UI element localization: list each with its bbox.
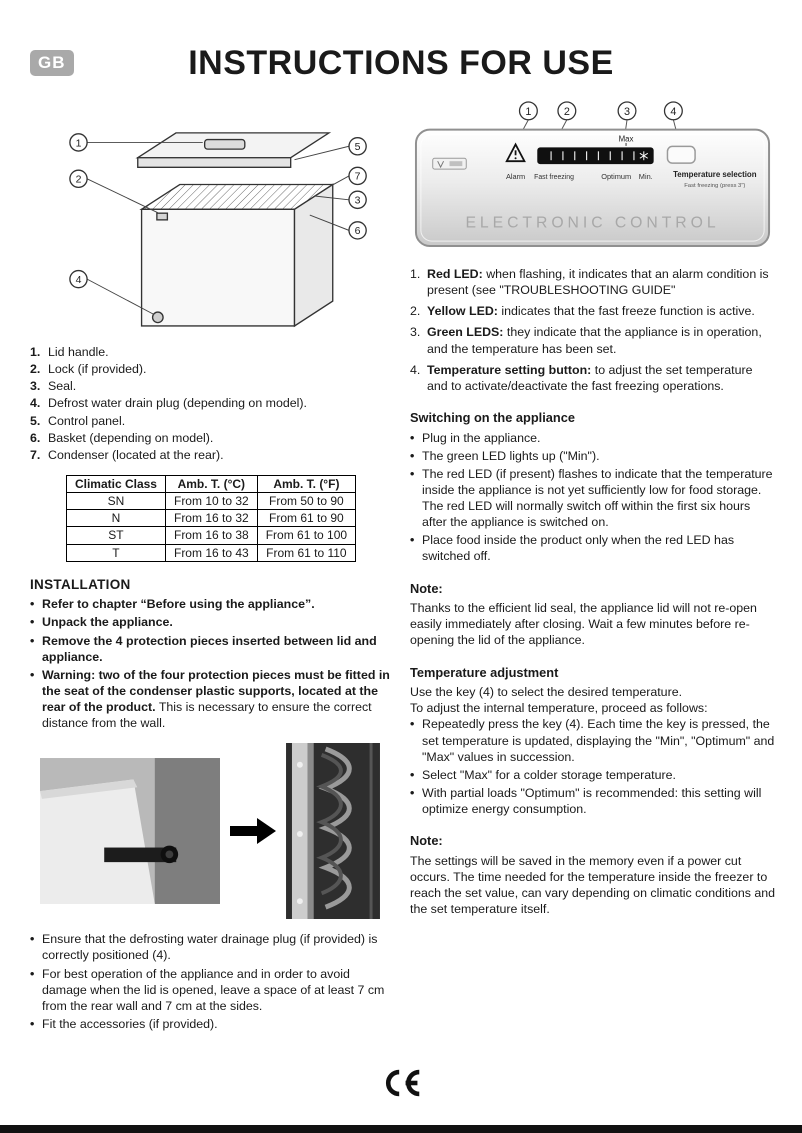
list-item (410, 448, 776, 464)
note-text: Thanks to the efficient lid seal, the appliance lid will not re-open easily immediately after closing. Wait a few minutes before re-opening the lid of the appliance. (410, 601, 757, 648)
item-text: Basket (depending on model). (48, 430, 214, 445)
max-label: Max (618, 134, 634, 144)
intro-text: Use the key (4) to select the desired temperature. (410, 685, 683, 700)
bullet-icon: • (410, 448, 415, 463)
table-cell: SN (66, 493, 165, 510)
bullet-text: The green LED lights up ("Min"). (422, 448, 600, 463)
ce-mark-icon (380, 1068, 422, 1098)
item-text: indicates that the fast freeze function is active. (501, 304, 755, 319)
optimum-label: Optimum (601, 171, 632, 181)
installation-photos (40, 743, 392, 919)
numbered-item (410, 303, 776, 319)
callout-number: 2 (75, 173, 82, 186)
bullet-icon: • (410, 785, 415, 800)
item-text: when flashing, it indicates that an alarm condition is present (see "TROUBLESHOOTING GUIDE" (427, 267, 769, 298)
section-heading: Switching on the appliance (410, 409, 575, 425)
table-header: Amb. T. (°C) (165, 475, 257, 492)
bullet-bold-text: Refer to chapter “Before using the appliance”. (42, 597, 315, 612)
photo-freezer-corner (40, 757, 220, 905)
callout-5 (349, 138, 366, 155)
drain-plug (153, 312, 164, 323)
list-item (30, 596, 392, 612)
temperature-adjustment-section (410, 665, 776, 818)
item-text: Control panel. (48, 413, 126, 428)
parts-list-item (30, 344, 392, 360)
item-number: 3. (30, 379, 41, 394)
list-item (30, 1016, 392, 1032)
panel-callout-4 (665, 102, 683, 120)
freezer-diagram (46, 96, 392, 338)
item-bold-text: Red LED: (427, 267, 483, 281)
bullet-icon: • (410, 533, 415, 548)
bullet-text: Place food inside the product only when the red LED has switched off. (422, 533, 735, 564)
callout-number: 4 (75, 273, 82, 286)
brand-logo (433, 158, 467, 169)
table-cell: ST (66, 527, 165, 544)
arrow-right-icon (230, 818, 276, 844)
bullet-text: For best operation of the appliance and in order to avoid damage when the lid is opened, leave a space of at least 7 cm from the rear wall and 7 cm at the sides. (42, 966, 385, 1013)
list-item (410, 785, 776, 817)
item-number: 6. (30, 430, 41, 445)
bullet-text: Ensure that the defrosting water drainage plug (if provided) is correctly positioned (4). (42, 932, 378, 963)
bottom-bar (0, 1125, 802, 1133)
lock (157, 213, 168, 220)
item-text: Condenser (located at the rear). (48, 447, 224, 462)
ce-mark-container (0, 1068, 802, 1103)
item-number: 1. (30, 345, 41, 359)
temperature-setting-button (667, 146, 695, 163)
table-cell: From 16 to 38 (165, 527, 257, 544)
table-cell: From 50 to 90 (257, 493, 355, 510)
item-text: Seal. (48, 379, 77, 394)
item-number: 7. (30, 447, 41, 462)
item-number: 5. (30, 413, 41, 428)
item-text: Defrost water drain plug (depending on model). (48, 396, 307, 411)
bullet-bold-text: Unpack the appliance. (42, 615, 173, 630)
parts-list-item (30, 447, 392, 463)
section-heading: Temperature adjustment (410, 664, 559, 680)
list-item (410, 532, 776, 564)
item-number: 2. (30, 362, 41, 377)
parts-list-item (30, 395, 392, 411)
bullet-icon: • (410, 430, 415, 445)
parts-list-item (30, 378, 392, 394)
panel-callout-1 (520, 102, 538, 120)
callout-number: 3 (354, 194, 361, 207)
bullet-icon: • (30, 966, 35, 981)
lid-handle (205, 140, 245, 150)
callout-number: 4 (670, 105, 677, 118)
list-item (30, 931, 392, 963)
parts-list-item (30, 361, 392, 377)
numbered-item (410, 266, 776, 298)
led-display-strip (537, 147, 653, 164)
installation-bullets-after-photos (30, 931, 392, 1032)
page-header (0, 40, 802, 100)
bullet-icon: • (30, 597, 35, 612)
item-bold-text: Green LEDS: (427, 325, 504, 340)
table-header-row (66, 475, 355, 492)
list-item (410, 466, 776, 531)
item-number: 3. (410, 325, 421, 340)
bullet-icon: • (410, 767, 415, 782)
bullet-bold-text: Warning: two of the four protection pieces must be fitted in the seat of the condenser plastic supports, located at the rear of the product. (42, 667, 390, 715)
bullet-icon: • (30, 667, 35, 682)
item-number: 4. (30, 396, 41, 411)
list-item (30, 633, 392, 665)
item-text: they indicate that the appliance is in operation, and the temperature has been set. (427, 325, 762, 356)
parts-list-item (30, 413, 392, 429)
temperature-selection-sublabel: Fast freezing (press 3") (684, 182, 746, 189)
callout-number: 2 (563, 105, 570, 118)
panel-callout-2 (558, 102, 576, 120)
note-heading: Note: (410, 580, 443, 596)
page-title: INSTRUCTIONS FOR USE (188, 44, 614, 82)
switching-on-section (410, 410, 776, 565)
parts-list (30, 344, 392, 463)
bullet-icon: • (410, 717, 415, 732)
electronic-control-title: ELECTRONIC CONTROL (465, 214, 720, 232)
list-item (30, 667, 392, 732)
item-number: 4. (410, 362, 421, 377)
note-text: The settings will be saved in the memory even if a power cut occurs. The time needed for the temperature inside the freezer to reach the set value, can vary depending on climatic conditions and the set temperature itself. (410, 853, 776, 917)
freezer-body (142, 185, 333, 326)
callout-7 (349, 167, 366, 184)
table-cell: From 16 to 32 (165, 510, 257, 527)
item-bold-text: Yellow LED: (427, 304, 498, 319)
table-cell: N (66, 510, 165, 527)
temperature-selection-label: Temperature selection (673, 169, 757, 179)
item-text: Lock (if provided). (48, 362, 147, 377)
control-panel-graphic (413, 100, 773, 250)
callout-3 (349, 191, 366, 208)
bullet-icon: • (30, 615, 35, 630)
bullet-icon: • (30, 1016, 35, 1031)
table-header: Climatic Class (66, 475, 165, 492)
table-row (66, 544, 355, 561)
numbered-item (410, 362, 776, 394)
item-text: to adjust the set temperature and to activate/deactivate the fast freezing operations. (427, 362, 753, 393)
list-item (30, 614, 392, 630)
item-number: 2. (410, 304, 421, 319)
bullet-text: Fit the accessories (if provided). (42, 1016, 218, 1031)
table-row (66, 510, 355, 527)
bullet-text: Plug in the appliance. (422, 430, 541, 445)
list-item (410, 430, 776, 446)
note-section (410, 833, 776, 917)
callout-number: 7 (354, 170, 361, 183)
numbered-item (410, 324, 776, 356)
installation-heading: INSTALLATION (30, 576, 131, 592)
alarm-label: Alarm (505, 171, 526, 181)
table-cell: From 16 to 43 (165, 544, 257, 561)
callout-number: 6 (354, 225, 361, 238)
table-cell: From 61 to 110 (257, 544, 355, 561)
note-section (410, 581, 776, 649)
bullet-text: Select "Max" for a colder storage temperature. (422, 767, 676, 782)
table-cell: From 61 to 90 (257, 510, 355, 527)
callout-number: 3 (624, 105, 631, 118)
right-column (410, 100, 776, 917)
item-bold-text: Temperature setting button: (427, 362, 592, 377)
panel-callout-3 (618, 102, 636, 120)
note-heading: Note: (410, 833, 443, 849)
table-row (66, 493, 355, 510)
callout-number: 1 (525, 105, 532, 118)
freezer-lid (138, 133, 329, 167)
intro-text: To adjust the internal temperature, proceed as follows: (410, 701, 708, 716)
callout-6 (349, 222, 366, 239)
bullet-bold-text: Remove the 4 protection pieces inserted between lid and appliance. (42, 633, 377, 664)
callout-4 (70, 271, 87, 288)
parts-list-item (30, 430, 392, 446)
table-cell: T (66, 544, 165, 561)
installation-bullets (30, 596, 392, 731)
bullet-icon: • (30, 633, 35, 648)
callout-number: 5 (354, 141, 361, 154)
list-item (410, 716, 776, 764)
table-row (66, 527, 355, 544)
bullet-text: With partial loads "Optimum" is recommended: this setting will optimize energy consumption. (422, 785, 762, 816)
bullet-text: The red LED (if present) flashes to indicate that the temperature inside the appliance is not yet sufficiently low for food storage. The red LED will normally switch off within the first six hours after the appliance is switched on. (422, 466, 773, 530)
callout-1 (70, 134, 87, 151)
item-text: Lid handle. (48, 345, 109, 359)
photo-condenser (286, 743, 380, 919)
left-column (30, 96, 392, 1034)
list-item (410, 767, 776, 783)
table-header: Amb. T. (°F) (257, 475, 355, 492)
bullet-text: This is necessary to ensure the correct distance from the wall. (42, 700, 372, 731)
table-cell: From 10 to 32 (165, 493, 257, 510)
climatic-class-table (66, 475, 356, 562)
callout-number: 1 (75, 137, 82, 150)
bullet-text: Repeatedly press the key (4). Each time the key is pressed, the set temperature is updated, displaying the "Min", "Optimum" and "Max" values in succession. (422, 717, 775, 764)
min-label: Min. (638, 171, 653, 181)
language-badge: GB (30, 50, 74, 76)
list-item (30, 966, 392, 1014)
callout-2 (70, 170, 87, 187)
table-cell: From 61 to 100 (257, 527, 355, 544)
item-number: 1. (410, 267, 421, 281)
bullet-icon: • (410, 466, 415, 481)
fast-freezing-label: Fast freezing (534, 173, 574, 181)
led-description-list (410, 266, 776, 394)
bullet-icon: • (30, 932, 35, 947)
